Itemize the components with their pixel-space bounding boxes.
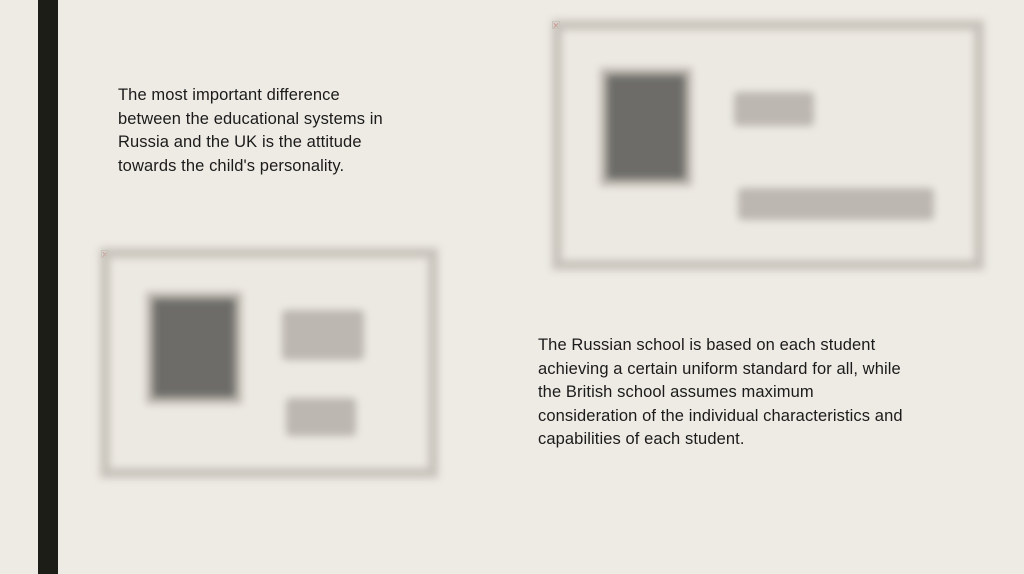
paragraph-bottom <box>538 334 958 452</box>
text-line: between the educational systems in <box>118 109 383 128</box>
image-thumbnail <box>146 292 242 404</box>
text-line: The most important difference <box>118 86 340 104</box>
text-line: capabilities of each student. <box>538 430 745 448</box>
image-text-blur <box>282 310 364 360</box>
image-placeholder <box>100 248 438 478</box>
paragraph-top <box>118 84 428 178</box>
accent-bar <box>38 0 58 574</box>
image-text-blur <box>286 398 356 436</box>
image-thumbnail <box>600 68 692 186</box>
text-line: the British school assumes maximum <box>538 383 814 401</box>
image-placeholder <box>552 20 984 270</box>
text-line: consideration of the individual characteristics and <box>538 406 903 425</box>
text-line: towards the child's personality. <box>118 156 345 175</box>
text-line: achieving a certain uniform standard for all, while <box>538 359 901 378</box>
text-line: Russia and the UK is the attitude <box>118 133 362 151</box>
text-line: The Russian school is based on each student <box>538 336 876 354</box>
image-text-blur <box>738 188 934 220</box>
image-text-blur <box>734 92 814 126</box>
